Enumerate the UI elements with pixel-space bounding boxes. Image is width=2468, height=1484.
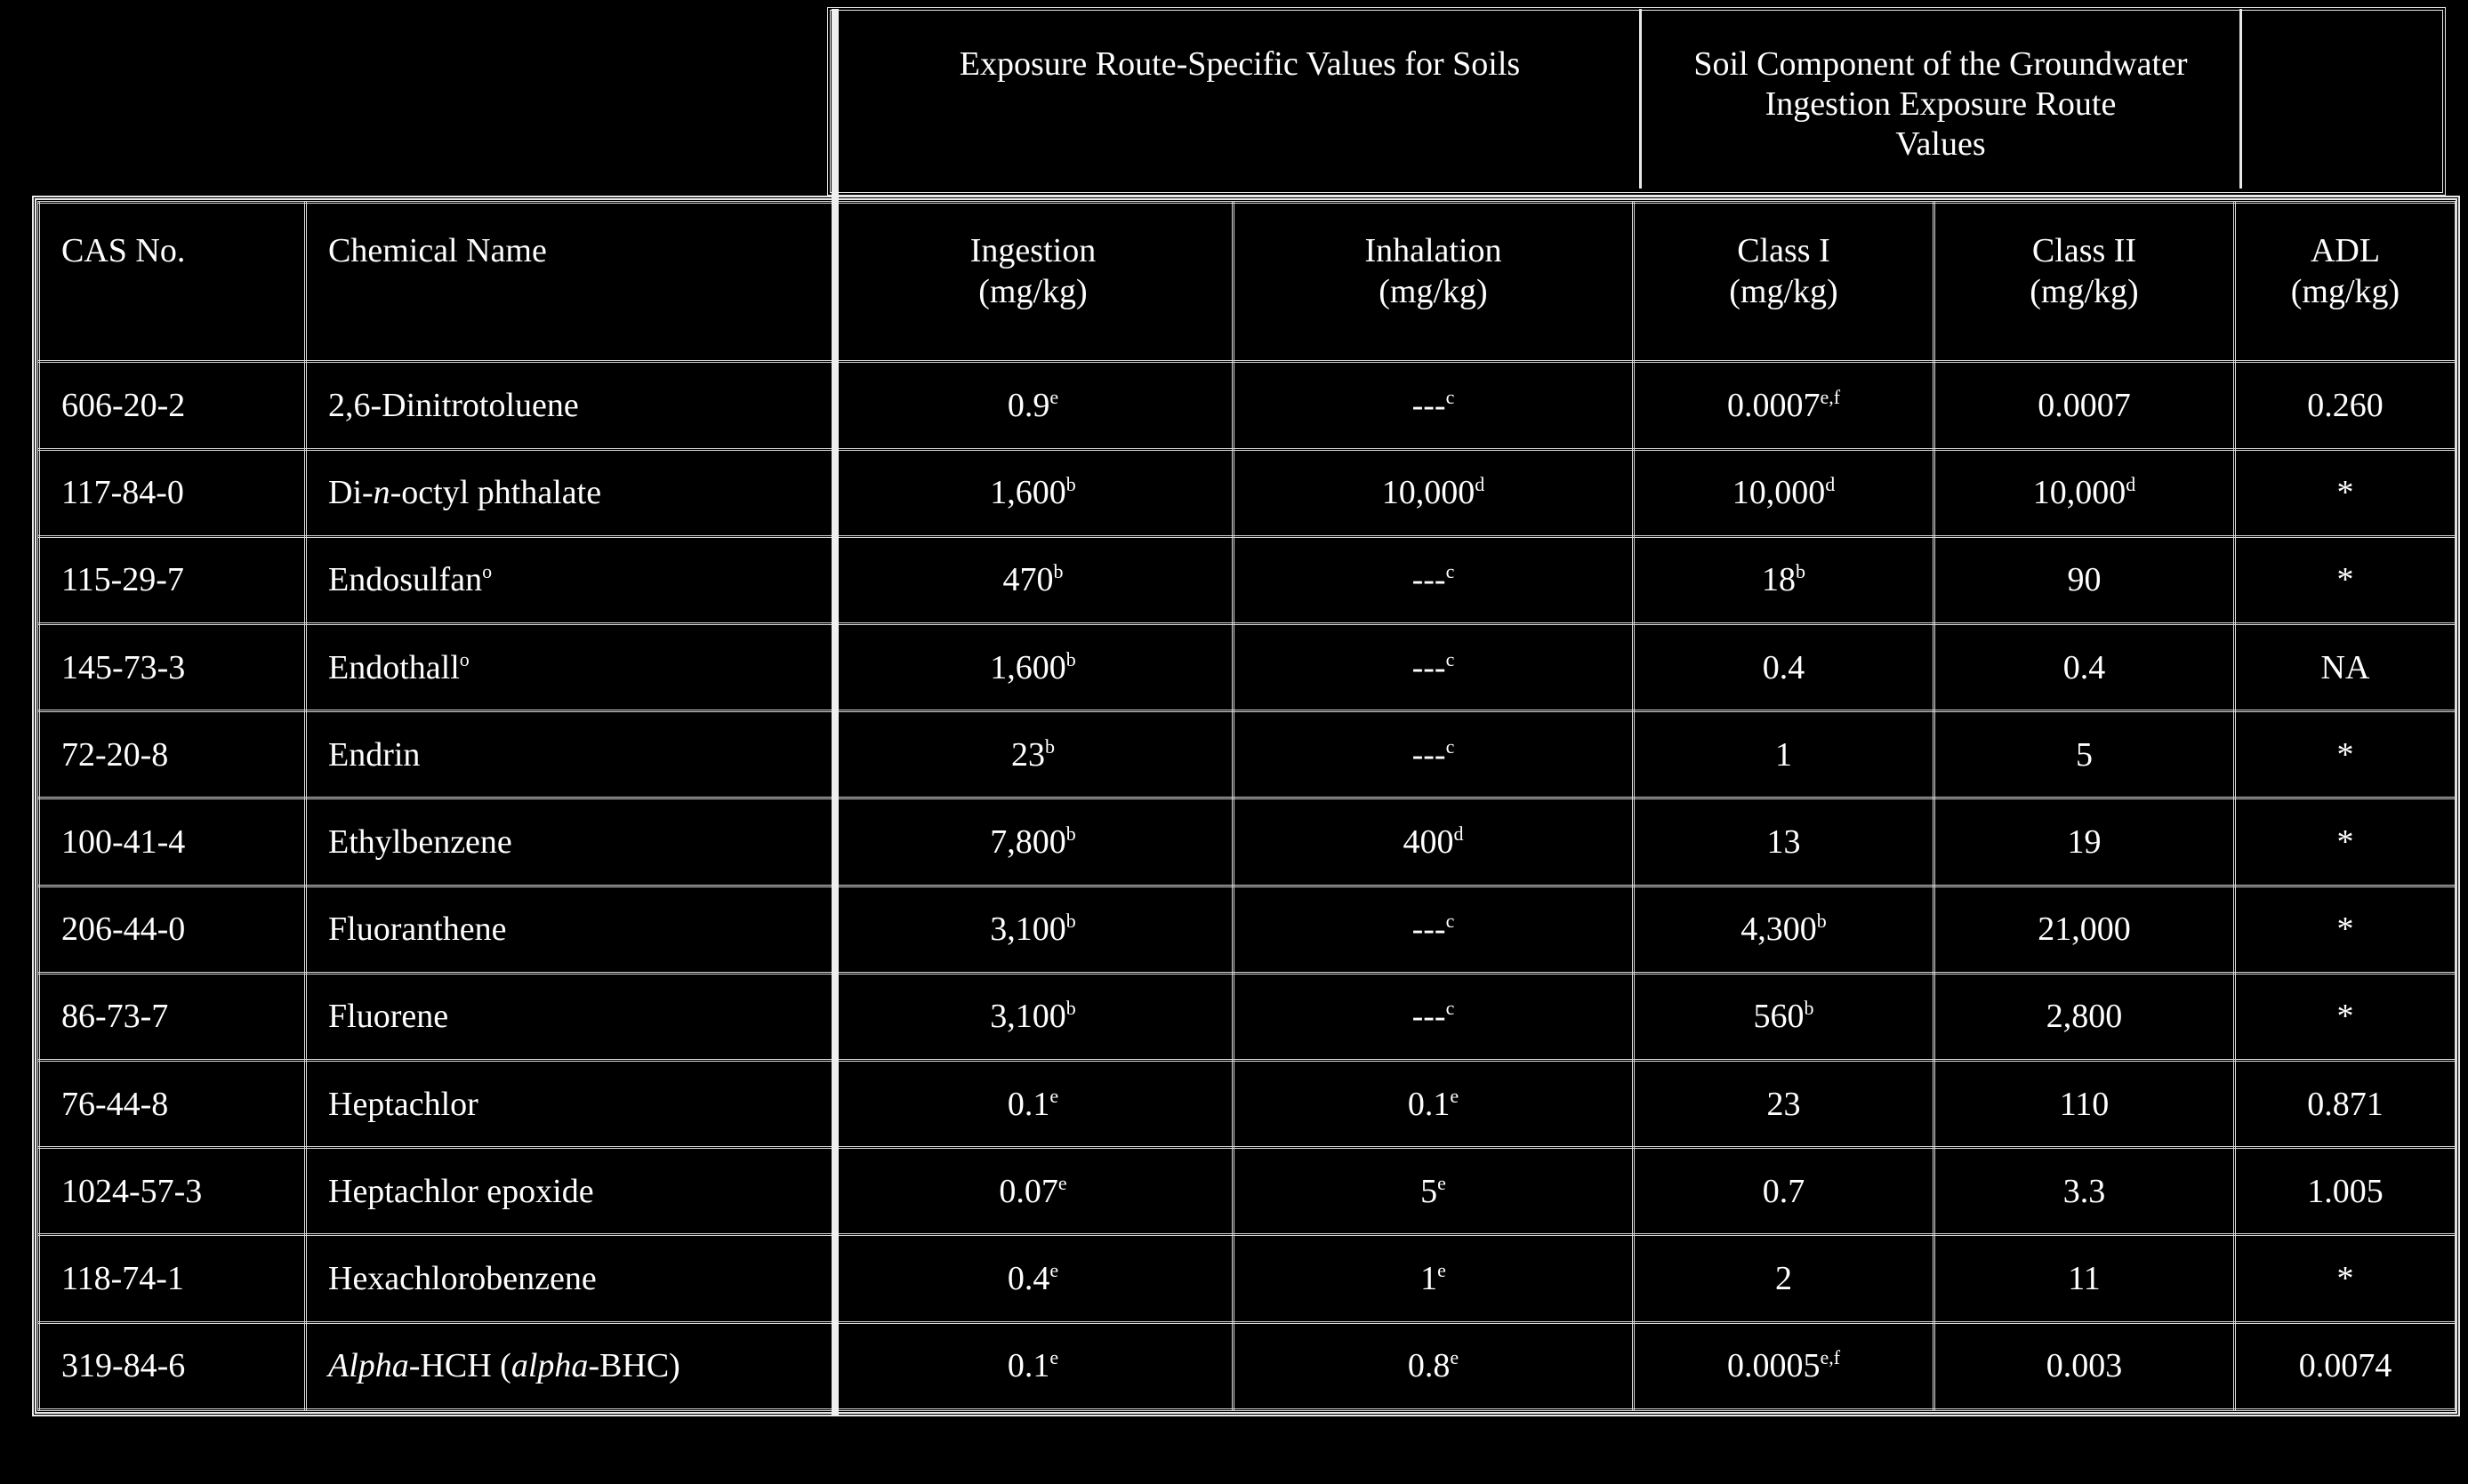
chemical-name-part: Endrin bbox=[328, 735, 421, 774]
chemical-name-cell bbox=[306, 1061, 833, 1148]
cas-number-cell bbox=[39, 1061, 306, 1148]
chemical-name-cell bbox=[306, 711, 833, 798]
class-ii-value: 90 bbox=[2067, 561, 2102, 599]
chemical-name-part: Fluorene bbox=[328, 998, 449, 1036]
table-row bbox=[39, 1148, 2456, 1235]
inhalation-value: --- bbox=[1411, 735, 1446, 774]
table-row bbox=[39, 973, 2456, 1060]
class-i-value: 0.0007 bbox=[1726, 386, 1821, 424]
ingestion-value-cell bbox=[833, 1322, 1234, 1409]
inhalation-value-footnote: c bbox=[1445, 385, 1455, 408]
inhalation-value-footnote: e bbox=[1450, 1346, 1459, 1369]
chemical-name-cell bbox=[306, 624, 833, 711]
inhalation-value-footnote: e bbox=[1437, 1259, 1446, 1282]
class-ii-value-cell bbox=[1934, 449, 2235, 536]
ingestion-value-cell bbox=[833, 1061, 1234, 1148]
cas-number-cell bbox=[39, 973, 306, 1060]
group-header-exposure-route bbox=[839, 9, 1641, 189]
class-i-value: 0.4 bbox=[1762, 648, 1805, 686]
cas-number: 72-20-8 bbox=[61, 735, 169, 774]
class-i-value: 2 bbox=[1775, 1260, 1792, 1298]
adl-value: 0.260 bbox=[2307, 386, 2384, 424]
table-row bbox=[39, 449, 2456, 536]
table-row bbox=[39, 1235, 2456, 1322]
class-i-value-footnote: e,f bbox=[1820, 385, 1841, 408]
adl-value: * bbox=[2336, 910, 2354, 949]
ingestion-value: 0.1 bbox=[1007, 1347, 1050, 1385]
col-header-inhalation-label: Inhalation bbox=[1364, 232, 1502, 269]
class-ii-value-cell bbox=[1934, 1148, 2235, 1235]
adl-value: * bbox=[2336, 561, 2354, 599]
cas-number: 118-74-1 bbox=[61, 1260, 184, 1298]
class-ii-value-cell bbox=[1934, 798, 2235, 886]
inhalation-value-cell bbox=[1234, 1061, 1634, 1148]
class-i-value-cell bbox=[1634, 1148, 1934, 1235]
inhalation-value: --- bbox=[1411, 386, 1446, 424]
class-i-value-cell bbox=[1634, 1061, 1934, 1148]
class-i-value-cell bbox=[1634, 536, 1934, 623]
cas-number-cell bbox=[39, 798, 306, 886]
inhalation-value-footnote: c bbox=[1445, 734, 1455, 758]
cas-number: 319-84-6 bbox=[61, 1347, 186, 1385]
inhalation-value-cell bbox=[1234, 449, 1634, 536]
class-i-value: 4,300 bbox=[1740, 910, 1817, 949]
chemical-name-cell bbox=[306, 362, 833, 449]
ingestion-value-footnote: b bbox=[1045, 734, 1055, 758]
ingestion-value: 0.07 bbox=[999, 1172, 1058, 1210]
chemical-name-footnote: o bbox=[482, 560, 493, 583]
inhalation-value-cell bbox=[1234, 886, 1634, 973]
adl-value-cell bbox=[2235, 711, 2456, 798]
inhalation-value-footnote: e bbox=[1437, 1171, 1446, 1194]
inhalation-value-footnote: c bbox=[1445, 647, 1455, 670]
cas-number-cell bbox=[39, 1148, 306, 1235]
group-header-groundwater-line1: Soil Component of the Groundwater bbox=[1693, 45, 2188, 83]
inhalation-value: 1 bbox=[1420, 1260, 1438, 1298]
ingestion-value-footnote: b bbox=[1053, 560, 1064, 583]
inhalation-value: --- bbox=[1411, 998, 1446, 1036]
col-header-adl-unit: (mg/kg) bbox=[2290, 273, 2400, 310]
chemical-name-part: 2,6-Dinitrotoluene bbox=[328, 386, 579, 424]
chemical-name-part: Heptachlor bbox=[328, 1085, 478, 1123]
ingestion-value: 0.9 bbox=[1007, 386, 1050, 424]
inhalation-value-footnote: d bbox=[1475, 473, 1485, 496]
chemical-name-cell bbox=[306, 1322, 833, 1409]
cas-number: 100-41-4 bbox=[61, 823, 186, 861]
class-ii-value-cell bbox=[1934, 973, 2235, 1060]
cas-number: 117-84-0 bbox=[61, 474, 184, 512]
inhalation-value-cell bbox=[1234, 624, 1634, 711]
class-i-value: 23 bbox=[1766, 1085, 1801, 1123]
col-header-ingestion-label: Ingestion bbox=[969, 232, 1097, 269]
inhalation-value: 0.8 bbox=[1407, 1347, 1451, 1385]
ingestion-value-footnote: e bbox=[1057, 1171, 1067, 1194]
col-header-class-i bbox=[1634, 203, 1934, 362]
adl-value: * bbox=[2336, 823, 2354, 861]
class-i-value: 0.7 bbox=[1762, 1172, 1805, 1210]
adl-value-cell bbox=[2235, 362, 2456, 449]
inhalation-value-footnote: c bbox=[1445, 910, 1455, 933]
ingestion-value-footnote: e bbox=[1049, 385, 1059, 408]
cas-number: 115-29-7 bbox=[61, 561, 184, 599]
chemical-name-cell bbox=[306, 1148, 833, 1235]
group-header-groundwater-line3: Values bbox=[1895, 125, 1986, 163]
class-i-value: 0.0005 bbox=[1726, 1347, 1821, 1385]
adl-value-cell bbox=[2235, 1061, 2456, 1148]
class-ii-value-cell bbox=[1934, 536, 2235, 623]
ingestion-value-cell bbox=[833, 798, 1234, 886]
table-row bbox=[39, 624, 2456, 711]
chemical-name-cell bbox=[306, 449, 833, 536]
class-i-value-footnote: d bbox=[1825, 473, 1836, 496]
inhalation-value: 10,000 bbox=[1381, 474, 1475, 512]
inhalation-value-cell bbox=[1234, 711, 1634, 798]
class-ii-value: 0.0007 bbox=[2038, 386, 2131, 424]
chemical-name-part: Alpha bbox=[328, 1347, 409, 1385]
cas-number: 206-44-0 bbox=[61, 910, 186, 949]
inhalation-value-footnote: e bbox=[1450, 1084, 1459, 1107]
ingestion-value-footnote: b bbox=[1065, 647, 1076, 670]
ingestion-value: 470 bbox=[1002, 561, 1054, 599]
group-header-groundwater bbox=[1642, 9, 2239, 189]
adl-value: * bbox=[2336, 474, 2354, 512]
inhalation-value: 400 bbox=[1403, 823, 1454, 861]
ingestion-value-cell bbox=[833, 1148, 1234, 1235]
chemical-name-cell bbox=[306, 973, 833, 1060]
inhalation-value-cell bbox=[1234, 1322, 1634, 1409]
col-header-class-ii-unit: (mg/kg) bbox=[2030, 273, 2139, 310]
class-ii-value-cell bbox=[1934, 711, 2235, 798]
ingestion-value: 1,600 bbox=[990, 474, 1066, 512]
adl-value: * bbox=[2336, 998, 2354, 1036]
ingestion-value-cell bbox=[833, 536, 1234, 623]
chemical-name-cell bbox=[306, 536, 833, 623]
column-header-row bbox=[39, 203, 2456, 362]
class-ii-value-cell bbox=[1934, 1235, 2235, 1322]
class-i-value-cell bbox=[1634, 1235, 1934, 1322]
class-ii-value: 10,000 bbox=[2032, 474, 2126, 512]
ingestion-value-footnote: b bbox=[1065, 822, 1076, 845]
table-row bbox=[39, 711, 2456, 798]
cas-number-cell bbox=[39, 362, 306, 449]
cas-number-cell bbox=[39, 1322, 306, 1409]
inhalation-value-footnote: d bbox=[1453, 822, 1464, 845]
chemical-name-part: Endothall bbox=[328, 648, 460, 686]
cas-number-cell bbox=[39, 449, 306, 536]
group-header-groundwater-line2: Ingestion Exposure Route bbox=[1765, 85, 2117, 123]
class-ii-value-cell bbox=[1934, 1061, 2235, 1148]
cas-number: 145-73-3 bbox=[61, 648, 186, 686]
class-i-value: 13 bbox=[1766, 823, 1801, 861]
chemical-name-part: Di- bbox=[328, 474, 374, 512]
col-header-cas bbox=[39, 203, 306, 362]
ingestion-value-cell bbox=[833, 886, 1234, 973]
inhalation-value-cell bbox=[1234, 973, 1634, 1060]
adl-value-cell bbox=[2235, 624, 2456, 711]
col-header-adl-label: ADL bbox=[2310, 232, 2381, 269]
soil-values-table bbox=[37, 201, 2457, 1411]
ingestion-value-cell bbox=[833, 973, 1234, 1060]
col-header-chemical-name bbox=[306, 203, 833, 362]
cas-number-cell bbox=[39, 1235, 306, 1322]
class-ii-value: 2,800 bbox=[2046, 998, 2123, 1036]
class-i-value-cell bbox=[1634, 362, 1934, 449]
ingestion-value-cell bbox=[833, 711, 1234, 798]
ingestion-value: 23 bbox=[1011, 735, 1045, 774]
inhalation-value: --- bbox=[1411, 561, 1446, 599]
col-header-cas-label: CAS No. bbox=[61, 232, 186, 269]
chemical-name-part: Ethylbenzene bbox=[328, 823, 512, 861]
col-header-class-ii bbox=[1934, 203, 2235, 362]
adl-value: 1.005 bbox=[2307, 1172, 2384, 1210]
adl-value-cell bbox=[2235, 973, 2456, 1060]
table-row bbox=[39, 886, 2456, 973]
col-header-chemical-name-label: Chemical Name bbox=[328, 232, 547, 269]
class-ii-value: 0.003 bbox=[2046, 1347, 2123, 1385]
inhalation-value-footnote: c bbox=[1445, 560, 1455, 583]
ingestion-value: 3,100 bbox=[990, 910, 1066, 949]
table-row bbox=[39, 362, 2456, 449]
chemical-name-part: alpha bbox=[510, 1347, 589, 1385]
col-header-class-ii-label: Class II bbox=[2031, 232, 2137, 269]
class-ii-value: 3.3 bbox=[2062, 1172, 2106, 1210]
class-i-value-footnote: b bbox=[1804, 997, 1814, 1020]
class-ii-value-cell bbox=[1934, 886, 2235, 973]
col-header-ingestion bbox=[833, 203, 1234, 362]
ingestion-value-footnote: b bbox=[1065, 997, 1076, 1020]
chemical-name-part: -HCH ( bbox=[408, 1347, 511, 1385]
ingestion-value-footnote: b bbox=[1065, 473, 1076, 496]
adl-value: * bbox=[2336, 1260, 2354, 1298]
class-ii-value-cell bbox=[1934, 624, 2235, 711]
chemical-name-part: Fluoranthene bbox=[328, 910, 507, 949]
class-i-value-cell bbox=[1634, 624, 1934, 711]
class-i-value-cell bbox=[1634, 886, 1934, 973]
class-i-value-cell bbox=[1634, 449, 1934, 536]
chemical-name-cell bbox=[306, 886, 833, 973]
class-i-value-cell bbox=[1634, 1322, 1934, 1409]
adl-value-cell bbox=[2235, 1235, 2456, 1322]
inhalation-value: --- bbox=[1411, 648, 1446, 686]
ingestion-value: 1,600 bbox=[990, 648, 1066, 686]
cas-number: 1024-57-3 bbox=[61, 1172, 203, 1210]
chemical-name-part: -octyl phthalate bbox=[390, 474, 602, 512]
ingestion-value: 7,800 bbox=[990, 823, 1066, 861]
inhalation-value-cell bbox=[1234, 1148, 1634, 1235]
inhalation-value: --- bbox=[1411, 910, 1446, 949]
ingestion-value-cell bbox=[833, 1235, 1234, 1322]
adl-value-cell bbox=[2235, 1322, 2456, 1409]
table-row bbox=[39, 1061, 2456, 1148]
class-i-value-footnote: b bbox=[1816, 910, 1827, 933]
inhalation-value-cell bbox=[1234, 798, 1634, 886]
class-i-value: 1 bbox=[1775, 735, 1792, 774]
class-i-value: 10,000 bbox=[1732, 474, 1826, 512]
adl-value: 0.0074 bbox=[2298, 1347, 2392, 1385]
ingestion-value-cell bbox=[833, 362, 1234, 449]
class-ii-value: 0.4 bbox=[2062, 648, 2106, 686]
chemical-name-part: -BHC) bbox=[588, 1347, 680, 1385]
column-divider-bar bbox=[832, 9, 839, 1416]
ingestion-value: 3,100 bbox=[990, 998, 1066, 1036]
ingestion-value-footnote: e bbox=[1049, 1346, 1059, 1369]
cas-number: 86-73-7 bbox=[61, 998, 169, 1036]
class-i-value-footnote: b bbox=[1796, 560, 1805, 583]
cas-number-cell bbox=[39, 886, 306, 973]
class-ii-value-cell bbox=[1934, 362, 2235, 449]
col-header-class-i-label: Class I bbox=[1737, 232, 1830, 269]
ingestion-value-footnote: e bbox=[1049, 1084, 1059, 1107]
col-header-adl bbox=[2235, 203, 2456, 362]
class-ii-value: 110 bbox=[2059, 1085, 2110, 1123]
class-i-value-cell bbox=[1634, 798, 1934, 886]
class-ii-value-cell bbox=[1934, 1322, 2235, 1409]
cas-number-cell bbox=[39, 624, 306, 711]
ingestion-value-cell bbox=[833, 624, 1234, 711]
group-header-divider-right bbox=[2239, 9, 2242, 189]
chemical-name-cell bbox=[306, 1235, 833, 1322]
inhalation-value-cell bbox=[1234, 1235, 1634, 1322]
chemical-name-footnote: o bbox=[459, 647, 470, 670]
col-header-ingestion-unit: (mg/kg) bbox=[978, 273, 1088, 310]
ingestion-value-footnote: b bbox=[1065, 910, 1076, 933]
ingestion-value: 0.1 bbox=[1007, 1085, 1050, 1123]
ingestion-value-cell bbox=[833, 449, 1234, 536]
col-header-class-i-unit: (mg/kg) bbox=[1729, 273, 1838, 310]
inhalation-value-footnote: c bbox=[1445, 997, 1455, 1020]
adl-value-cell bbox=[2235, 536, 2456, 623]
class-i-value-footnote: e,f bbox=[1820, 1346, 1841, 1369]
adl-value-cell bbox=[2235, 798, 2456, 886]
adl-value-cell bbox=[2235, 1148, 2456, 1235]
class-ii-value-footnote: d bbox=[2126, 473, 2136, 496]
inhalation-value-cell bbox=[1234, 362, 1634, 449]
ingestion-value: 0.4 bbox=[1007, 1260, 1050, 1298]
col-header-inhalation bbox=[1234, 203, 1634, 362]
adl-value: NA bbox=[2320, 648, 2370, 686]
inhalation-value: 0.1 bbox=[1407, 1085, 1451, 1123]
adl-value: 0.871 bbox=[2307, 1085, 2384, 1123]
inhalation-value-cell bbox=[1234, 536, 1634, 623]
table-row bbox=[39, 536, 2456, 623]
class-ii-value: 21,000 bbox=[2038, 910, 2131, 949]
cas-number: 606-20-2 bbox=[61, 386, 186, 424]
table-row bbox=[39, 798, 2456, 886]
class-ii-value: 19 bbox=[2067, 823, 2102, 861]
chemical-name-cell bbox=[306, 798, 833, 886]
group-header-exposure-route-text: Exposure Route-Specific Values for Soils bbox=[959, 45, 1521, 83]
class-ii-value: 5 bbox=[2076, 735, 2093, 774]
col-header-inhalation-unit: (mg/kg) bbox=[1379, 273, 1488, 310]
class-ii-value: 11 bbox=[2068, 1260, 2101, 1298]
cas-number-cell bbox=[39, 536, 306, 623]
adl-value-cell bbox=[2235, 886, 2456, 973]
adl-value: * bbox=[2336, 735, 2354, 774]
chemical-name-part: Endosulfan bbox=[328, 561, 483, 599]
cas-number-cell bbox=[39, 711, 306, 798]
adl-value-cell bbox=[2235, 449, 2456, 536]
class-i-value: 560 bbox=[1753, 998, 1805, 1036]
chemical-name-part: Heptachlor epoxide bbox=[328, 1172, 594, 1210]
table-row bbox=[39, 1322, 2456, 1409]
class-i-value-cell bbox=[1634, 973, 1934, 1060]
chemical-name-part: n bbox=[373, 474, 390, 512]
class-i-value-cell bbox=[1634, 711, 1934, 798]
inhalation-value: 5 bbox=[1420, 1172, 1438, 1210]
chemical-name-part: Hexachlorobenzene bbox=[328, 1260, 597, 1298]
class-i-value: 18 bbox=[1762, 561, 1796, 599]
ingestion-value-footnote: e bbox=[1049, 1259, 1059, 1282]
cas-number: 76-44-8 bbox=[61, 1085, 169, 1123]
